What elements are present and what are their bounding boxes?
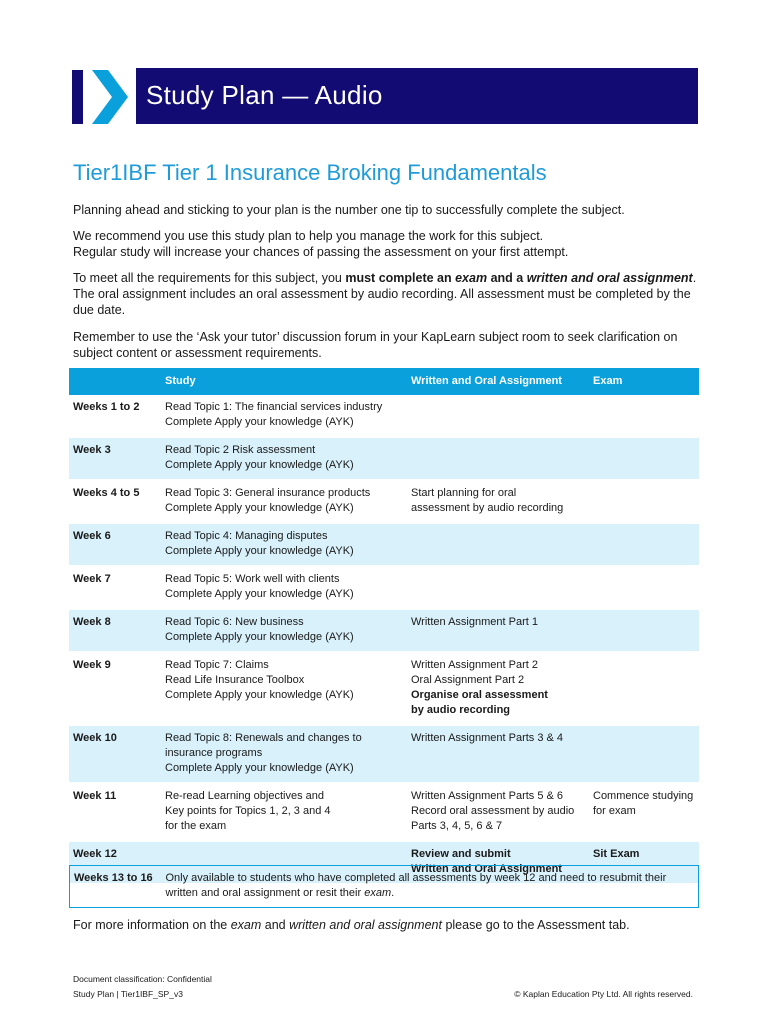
resubmit-text-c: . xyxy=(391,887,395,899)
subject-title: Tier1IBF Tier 1 Insurance Broking Fundamentals xyxy=(73,160,547,185)
study-line: Read Topic 5: Work well with clients xyxy=(165,573,340,585)
assignment-line: Written Assignment Parts 5 & 6 xyxy=(411,790,564,802)
exam-cell xyxy=(589,523,699,566)
study-line: Complete Apply your knowledge (AYK) xyxy=(165,416,354,428)
assignment-cell xyxy=(407,609,589,652)
intro-paragraph-1: Planning ahead and sticking to your plan is the number one tip to successfully complete the subject. xyxy=(73,203,625,217)
table-row xyxy=(69,725,699,783)
study-line: Complete Apply your knowledge (AYK) xyxy=(165,689,354,701)
assignment-line: Written Assignment Part 1 xyxy=(411,616,538,628)
assignment-bold-line: by audio recording xyxy=(411,704,511,716)
table-header-row xyxy=(69,368,699,395)
exam-cell xyxy=(589,783,699,841)
study-line: insurance programs xyxy=(165,747,263,759)
assignment-cell xyxy=(407,523,589,566)
week-cell: Weeks 4 to 5 xyxy=(69,480,161,523)
footnote-d: written and oral assignment xyxy=(289,918,442,932)
week-cell: Week 10 xyxy=(69,725,161,783)
week-cell: Week 6 xyxy=(69,523,161,566)
table-row xyxy=(69,566,699,609)
assignment-bold-line: Organise oral assessment xyxy=(411,689,548,701)
exam-cell xyxy=(589,395,699,437)
table-row xyxy=(70,866,699,908)
exam-cell xyxy=(589,725,699,783)
exam-cell xyxy=(589,566,699,609)
study-line: Read Topic 4: Managing disputes xyxy=(165,530,328,542)
intro-paragraph-2 xyxy=(73,228,703,260)
study-cell xyxy=(161,480,407,523)
resubmit-text-b: exam xyxy=(364,887,392,899)
study-cell xyxy=(161,725,407,783)
study-line: Complete Apply your knowledge (AYK) xyxy=(165,545,354,557)
exam-cell xyxy=(589,652,699,725)
p3-e: written and oral assignment xyxy=(526,271,693,285)
assignment-bold-line: Review and submit xyxy=(411,848,511,860)
week-cell: Week 12 xyxy=(69,841,161,884)
exam-text-bold: Sit Exam xyxy=(593,848,640,860)
table-row xyxy=(69,523,699,566)
study-line: Read Topic 1: The financial services industry xyxy=(165,401,383,413)
footnote-b: exam xyxy=(230,918,262,932)
resubmit-table xyxy=(69,865,699,908)
week-cell: Week 9 xyxy=(69,652,161,725)
study-line: Read Life Insurance Toolbox xyxy=(165,674,305,686)
header-study: Study xyxy=(161,368,407,395)
assignment-line: Parts 3, 4, 5, 6 & 7 xyxy=(411,820,503,832)
study-line: Read Topic 3: General insurance products xyxy=(165,487,371,499)
assignment-line: Oral Assignment Part 2 xyxy=(411,674,525,686)
assignment-cell xyxy=(407,783,589,841)
assignment-line: assessment by audio recording xyxy=(411,502,564,514)
intro-paragraph-3 xyxy=(73,270,703,318)
document-classification: Document classification: Confidential xyxy=(73,974,212,984)
study-cell xyxy=(161,437,407,480)
kaplan-k-logo-icon xyxy=(72,70,128,124)
week-cell: Weeks 13 to 16 xyxy=(74,872,153,884)
p3-a: To meet all the requirements for this subject, you xyxy=(73,271,346,285)
header-banner xyxy=(136,68,698,124)
intro-paragraph-4: Remember to use the ‘Ask your tutor’ discussion forum in your KapLearn subject room to seek clarification on subject content or assessment requirements. xyxy=(73,330,678,360)
week-cell: Week 3 xyxy=(69,437,161,480)
p3-b: must complete an xyxy=(345,271,456,285)
assignment-cell xyxy=(407,652,589,725)
footnote-a: For more information on the xyxy=(73,918,231,932)
week-cell: Week 8 xyxy=(69,609,161,652)
table-row xyxy=(69,395,699,437)
week-cell: Week 11 xyxy=(69,783,161,841)
study-line: Complete Apply your knowledge (AYK) xyxy=(165,762,354,774)
intro-paragraph-2-line-1: We recommend you use this study plan to help you manage the work for this subject. xyxy=(73,229,544,243)
p3-c: exam xyxy=(455,271,488,285)
study-line: Key points for Topics 1, 2, 3 and 4 xyxy=(165,805,331,817)
header-exam: Exam xyxy=(589,368,699,395)
p3-d: and a xyxy=(487,271,527,285)
footnote-e: please go to the Assessment tab. xyxy=(441,918,630,932)
study-line: Re-read Learning objectives and xyxy=(165,790,324,802)
table-row xyxy=(69,609,699,652)
assignment-line: Record oral assessment by audio xyxy=(411,805,575,817)
resubmit-text xyxy=(162,866,699,908)
assignment-bold-line: Written and Oral Assignment xyxy=(411,863,562,875)
study-line: Read Topic 6: New business xyxy=(165,616,304,628)
copyright: © Kaplan Education Pty Ltd. All rights reserved. xyxy=(514,989,693,999)
exam-cell xyxy=(589,609,699,652)
document-id: Study Plan | Tier1IBF_SP_v3 xyxy=(73,989,183,999)
assignment-line: Written Assignment Part 2 xyxy=(411,659,538,671)
table-row xyxy=(69,480,699,523)
study-cell xyxy=(161,395,407,437)
table-row xyxy=(69,437,699,480)
header-assignment: Written and Oral Assignment xyxy=(407,368,589,395)
exam-cell xyxy=(589,437,699,480)
study-cell xyxy=(161,566,407,609)
study-line: Read Topic 8: Renewals and changes to xyxy=(165,732,362,744)
assignment-cell xyxy=(407,725,589,783)
study-cell xyxy=(161,609,407,652)
study-line: Complete Apply your knowledge (AYK) xyxy=(165,459,354,471)
exam-cell xyxy=(589,480,699,523)
study-line: Complete Apply your knowledge (AYK) xyxy=(165,502,354,514)
table-row xyxy=(69,652,699,725)
assignment-cell xyxy=(407,437,589,480)
assignment-line: Written Assignment Parts 3 & 4 xyxy=(411,732,564,744)
page-title: Study Plan — Audio xyxy=(146,80,383,110)
table-body xyxy=(69,395,699,884)
assignment-cell xyxy=(407,566,589,609)
week-cell: Week 7 xyxy=(69,566,161,609)
p3-f: . The oral assignment includes an oral assessment by audio recording. All assessment must be completed by the due date. xyxy=(73,271,697,317)
study-line: Complete Apply your knowledge (AYK) xyxy=(165,631,354,643)
study-line: Complete Apply your knowledge (AYK) xyxy=(165,588,354,600)
study-line: Read Topic 7: Claims xyxy=(165,659,269,671)
study-cell xyxy=(161,652,407,725)
study-cell xyxy=(161,523,407,566)
study-cell xyxy=(161,783,407,841)
resubmit-text-a: Only available to students who have completed all assessments by week 12 and need to resubmit their written and oral assignment or resit their xyxy=(165,872,667,899)
assignment-cell xyxy=(407,480,589,523)
assignment-line: Start planning for oral xyxy=(411,487,517,499)
study-line: Read Topic 2 Risk assessment xyxy=(165,444,316,456)
table-row xyxy=(69,783,699,841)
footnote-c: and xyxy=(261,918,290,932)
week-cell: Weeks 1 to 2 xyxy=(69,395,161,437)
study-line: for the exam xyxy=(165,820,227,832)
assignment-cell xyxy=(407,395,589,437)
header-week xyxy=(69,368,161,395)
exam-text: Commence studying for exam xyxy=(593,790,694,817)
intro-paragraph-2-line-2: Regular study will increase your chances of passing the assessment on your first attempt. xyxy=(73,245,569,259)
assessment-footnote xyxy=(73,918,630,932)
study-plan-table xyxy=(69,368,699,885)
